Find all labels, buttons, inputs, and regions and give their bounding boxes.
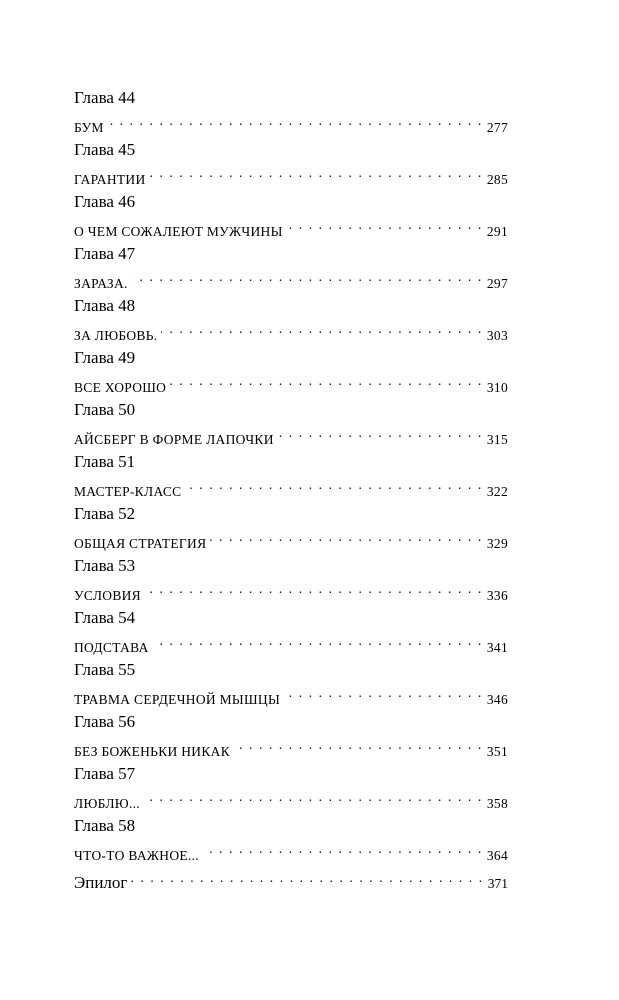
dot-leader	[161, 318, 482, 340]
toc-entry	[74, 630, 508, 655]
toc-chapter-54	[74, 606, 508, 658]
chapter-title: ТРАВМА СЕРДЕЧНОЙ МЫШЦЫ	[74, 692, 281, 707]
page-number: 371	[487, 876, 508, 891]
dot-leader	[153, 630, 483, 652]
toc-chapter-45	[74, 138, 508, 190]
chapter-title: ЗАРАЗА.	[74, 276, 128, 291]
table-of-contents	[74, 86, 508, 892]
toc-entry	[74, 786, 508, 811]
page-number: 322	[486, 484, 508, 499]
dot-leader	[131, 866, 483, 888]
toc-chapter-49	[74, 346, 508, 398]
chapter-title: ОБЩАЯ СТРАТЕГИЯ	[74, 536, 207, 551]
page-number: 346	[486, 692, 508, 707]
dot-leader	[278, 422, 483, 444]
dot-leader	[287, 214, 483, 236]
toc-entry	[74, 266, 508, 291]
toc-chapter-51	[74, 450, 508, 502]
chapter-label: Глава 52	[74, 504, 136, 523]
chapter-label: Глава 47	[74, 244, 136, 263]
toc-entry	[74, 370, 508, 395]
toc-entry	[74, 682, 508, 707]
chapter-label: Глава 53	[74, 556, 136, 575]
toc-entry	[74, 214, 508, 239]
toc-chapter-44	[74, 86, 508, 138]
toc-chapter-53	[74, 554, 508, 606]
chapter-label: Глава 58	[74, 816, 136, 835]
page-number: 291	[486, 224, 508, 239]
page-number: 285	[486, 172, 508, 187]
toc-chapter-52	[74, 502, 508, 554]
chapter-label: Глава 57	[74, 764, 136, 783]
page-number: 310	[486, 380, 508, 395]
page-number: 303	[486, 328, 508, 343]
toc-entry	[74, 838, 508, 863]
chapter-title: ПОДСТАВА	[74, 640, 149, 655]
dot-leader	[234, 734, 483, 756]
page-number: 351	[486, 744, 508, 759]
toc-chapter-56	[74, 710, 508, 762]
chapter-title: БЕЗ БОЖЕНЬКИ НИКАК	[74, 744, 231, 759]
toc-entry	[74, 578, 508, 603]
page-number: 341	[486, 640, 508, 655]
toc-entry	[74, 110, 508, 135]
chapter-title: ВСЕ ХОРОШО	[74, 380, 167, 395]
toc-entry	[74, 526, 508, 551]
dot-leader	[145, 578, 483, 600]
chapter-label: Глава 45	[74, 140, 136, 159]
chapter-label: Глава 46	[74, 192, 136, 211]
toc-chapter-57	[74, 762, 508, 814]
chapter-title: УСЛОВИЯ	[74, 588, 141, 603]
page-number: 315	[486, 432, 508, 447]
page-number: 336	[486, 588, 508, 603]
dot-leader	[132, 266, 483, 288]
chapter-title: ЗА ЛЮБОВЬ.	[74, 328, 158, 343]
dot-leader	[170, 370, 483, 392]
toc-epilogue	[74, 866, 508, 892]
chapter-title: АЙСБЕРГ В ФОРМЕ ЛАПОЧКИ	[74, 432, 274, 447]
toc-chapter-58	[74, 814, 508, 866]
dot-leader	[108, 110, 483, 132]
epilogue-title: Эпилог	[74, 873, 128, 892]
toc-entry	[74, 162, 508, 187]
page-number: 358	[486, 796, 508, 811]
toc-entry	[74, 734, 508, 759]
chapter-label: Глава 50	[74, 400, 136, 419]
chapter-label: Глава 56	[74, 712, 136, 731]
chapter-label: Глава 51	[74, 452, 136, 471]
chapter-label: Глава 44	[74, 88, 136, 107]
chapter-label: Глава 55	[74, 660, 136, 679]
dot-leader	[284, 682, 483, 704]
chapter-title: О ЧЕМ СОЖАЛЕЮТ МУЖЧИНЫ	[74, 224, 283, 239]
page-number: 277	[486, 120, 508, 135]
dot-leader	[210, 526, 482, 548]
toc-entry	[74, 474, 508, 499]
dot-leader	[185, 474, 482, 496]
dot-leader	[203, 838, 483, 860]
chapter-label: Глава 49	[74, 348, 136, 367]
chapter-label: Глава 54	[74, 608, 136, 627]
toc-chapter-46	[74, 190, 508, 242]
chapter-title: ЧТО-ТО ВАЖНОЕ...	[74, 848, 199, 863]
dot-leader	[144, 786, 483, 808]
toc-chapter-55	[74, 658, 508, 710]
chapter-title: ЛЮБЛЮ...	[74, 796, 141, 811]
chapter-title: МАСТЕР-КЛАСС	[74, 484, 182, 499]
page-number: 329	[486, 536, 508, 551]
toc-entry	[74, 422, 508, 447]
page-number: 364	[486, 848, 508, 863]
chapter-title: БУМ	[74, 120, 104, 135]
toc-chapter-47	[74, 242, 508, 294]
page-number: 297	[486, 276, 508, 291]
toc-chapter-50	[74, 398, 508, 450]
dot-leader	[150, 162, 483, 184]
toc-entry	[74, 318, 508, 343]
chapter-title: ГАРАНТИИ	[74, 172, 146, 187]
toc-chapter-48	[74, 294, 508, 346]
chapter-label: Глава 48	[74, 296, 136, 315]
